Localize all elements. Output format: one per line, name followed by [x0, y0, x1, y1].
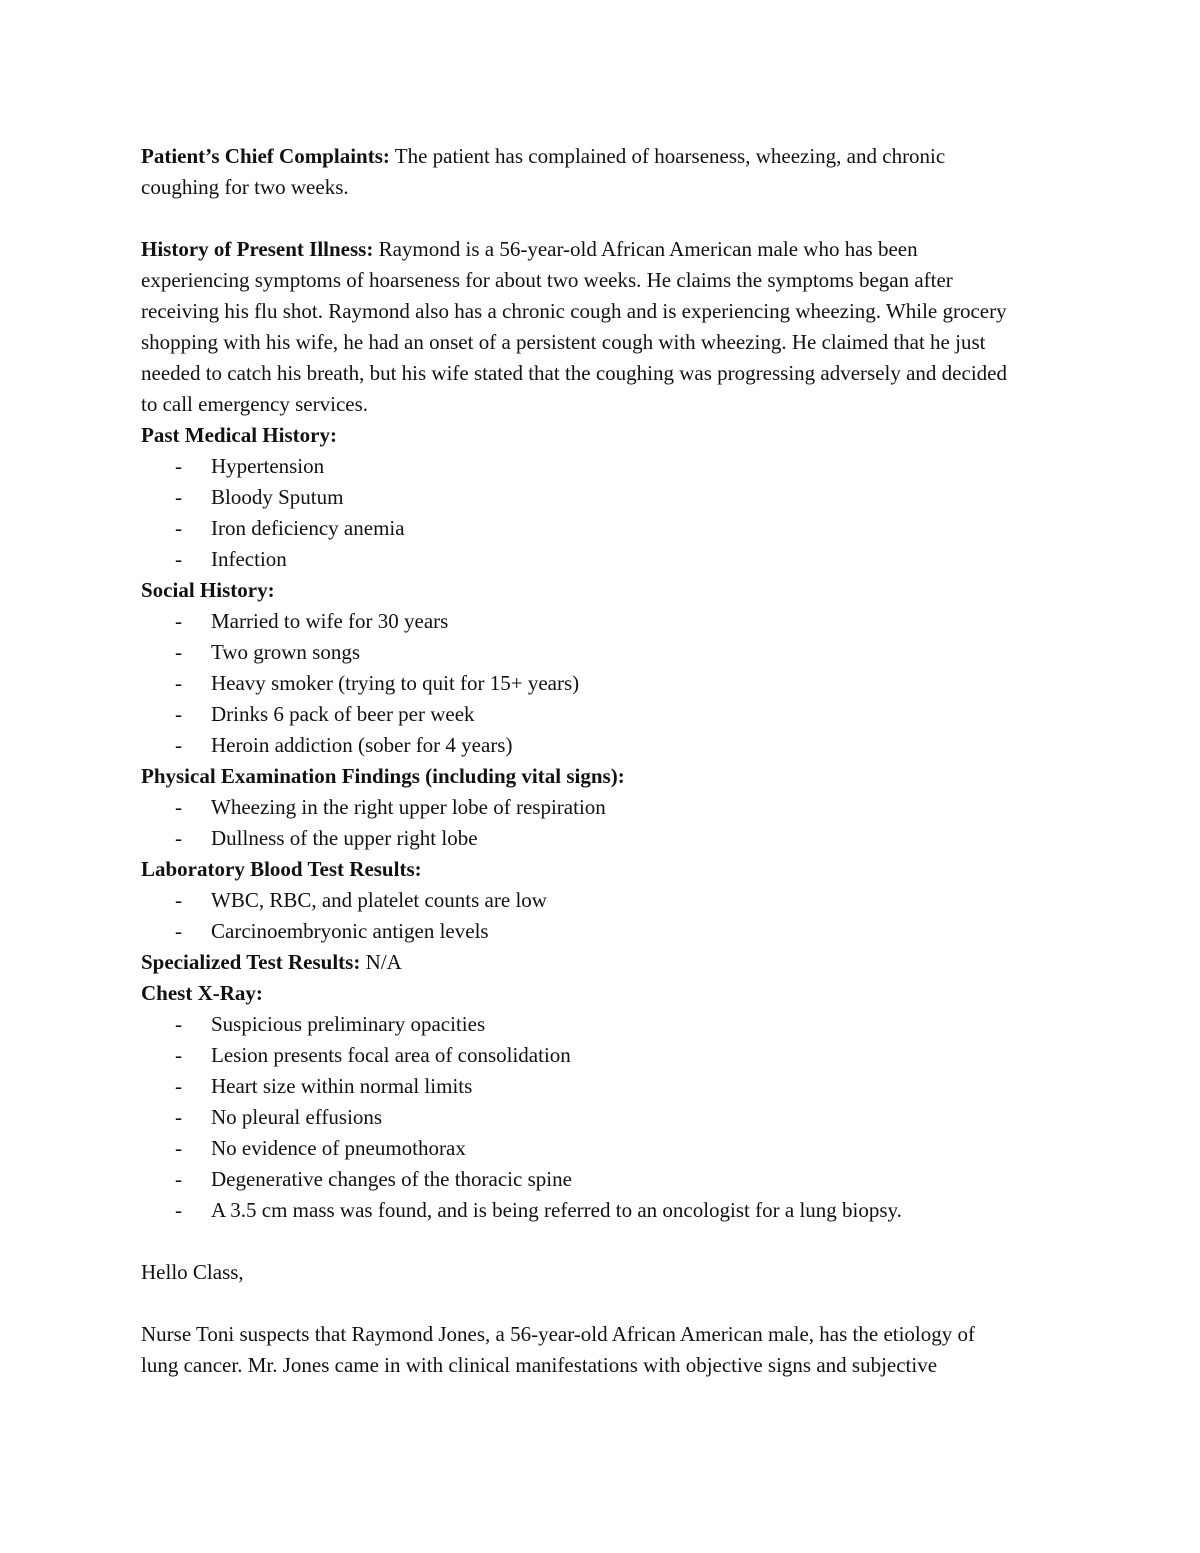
list-item-text: WBC, RBC, and platelet counts are low	[211, 888, 547, 912]
paragraph-gap	[141, 1226, 1121, 1257]
dash-bullet: -	[175, 671, 182, 695]
list-item-text: Dullness of the upper right lobe	[211, 826, 478, 850]
chief-complaints-line-1	[141, 141, 1121, 172]
list-item-text: Degenerative changes of the thoracic spine	[211, 1167, 572, 1191]
list-item	[141, 1009, 1121, 1040]
list-item	[141, 668, 1121, 699]
social-history-list	[141, 606, 1121, 761]
list-item	[141, 916, 1121, 947]
hpi-label: History of Present Illness:	[141, 237, 374, 261]
dash-bullet: -	[175, 640, 182, 664]
dash-bullet: -	[175, 702, 182, 726]
physical-exam-label: Physical Examination Findings (including vital signs):	[141, 764, 625, 788]
social-history-heading	[141, 575, 1121, 606]
dash-bullet: -	[175, 516, 182, 540]
dash-bullet: -	[175, 1043, 182, 1067]
dash-bullet: -	[175, 609, 182, 633]
chest-xray-heading	[141, 978, 1121, 1009]
chief-complaints-label: Patient’s Chief Complaints:	[141, 144, 390, 168]
list-item-text: Lesion presents focal area of consolidation	[211, 1043, 571, 1067]
list-item	[141, 1040, 1121, 1071]
chest-xray-label: Chest X-Ray:	[141, 981, 263, 1005]
dash-bullet: -	[175, 1167, 182, 1191]
dash-bullet: -	[175, 1136, 182, 1160]
dash-bullet: -	[175, 485, 182, 509]
dash-bullet: -	[175, 547, 182, 571]
list-item-text: A 3.5 cm mass was found, and is being referred to an oncologist for a lung biopsy.	[211, 1198, 902, 1222]
social-history-label: Social History:	[141, 578, 275, 602]
specialized-tests-label: Specialized Test Results:	[141, 950, 361, 974]
list-item	[141, 637, 1121, 668]
list-item-text: No evidence of pneumothorax	[211, 1136, 466, 1160]
dash-bullet: -	[175, 733, 182, 757]
list-item	[141, 482, 1121, 513]
list-item	[141, 730, 1121, 761]
list-item	[141, 1164, 1121, 1195]
list-item	[141, 699, 1121, 730]
past-medical-history-label: Past Medical History:	[141, 423, 337, 447]
dash-bullet: -	[175, 1198, 182, 1222]
hpi-line-5: needed to catch his breath, but his wife stated that the coughing was progressing adversely and decided	[141, 361, 1007, 385]
closing-paragraph-line-2: lung cancer. Mr. Jones came in with clinical manifestations with objective signs and subjective	[141, 1353, 938, 1377]
list-item	[141, 451, 1121, 482]
list-item	[141, 885, 1121, 916]
list-item-text: Two grown songs	[211, 640, 361, 664]
past-medical-history-heading	[141, 420, 1121, 451]
dash-bullet: -	[175, 454, 182, 478]
list-item-text: Drinks 6 pack of beer per week	[211, 702, 475, 726]
closing-paragraph-line-1: Nurse Toni suspects that Raymond Jones, a 56-year-old African American male, has the etiology of	[141, 1322, 976, 1346]
list-item-text: Suspicious preliminary opacities	[211, 1012, 486, 1036]
chief-complaints-line-2: coughing for two weeks.	[141, 175, 349, 199]
list-item	[141, 1102, 1121, 1133]
list-item	[141, 1133, 1121, 1164]
list-item-text: Heroin addiction (sober for 4 years)	[211, 733, 513, 757]
dash-bullet: -	[175, 1012, 182, 1036]
past-medical-history-list	[141, 451, 1121, 575]
hpi-line-3: receiving his flu shot. Raymond also has a chronic cough and is experiencing wheezing. While grocery	[141, 299, 1007, 323]
list-item	[141, 792, 1121, 823]
list-item	[141, 606, 1121, 637]
dash-bullet: -	[175, 888, 182, 912]
specialized-tests-value: N/A	[360, 950, 402, 974]
specialized-tests-line	[141, 947, 1121, 978]
greeting: Hello Class,	[141, 1260, 244, 1284]
hpi-line-6: to call emergency services.	[141, 392, 369, 416]
list-item-text: Wheezing in the right upper lobe of respiration	[211, 795, 606, 819]
list-item	[141, 544, 1121, 575]
list-item	[141, 823, 1121, 854]
hpi-text: Raymond is a 56-year-old African American male who has been	[373, 237, 918, 261]
dash-bullet: -	[175, 1074, 182, 1098]
lab-results-list	[141, 885, 1121, 947]
list-item	[141, 1071, 1121, 1102]
list-item-text: Heavy smoker (trying to quit for 15+ years)	[211, 671, 580, 695]
list-item	[141, 513, 1121, 544]
hpi-line-2: experiencing symptoms of hoarseness for about two weeks. He claims the symptoms began after	[141, 268, 953, 292]
dash-bullet: -	[175, 919, 182, 943]
hpi-line-4: shopping with his wife, he had an onset of a persistent cough with wheezing. He claimed that he just	[141, 330, 986, 354]
list-item	[141, 1195, 1121, 1226]
dash-bullet: -	[175, 795, 182, 819]
list-item-text: Iron deficiency anemia	[211, 516, 405, 540]
lab-results-heading	[141, 854, 1121, 885]
hpi-line-1	[141, 234, 1121, 265]
lab-results-label: Laboratory Blood Test Results:	[141, 857, 422, 881]
physical-exam-heading	[141, 761, 1121, 792]
list-item-text: No pleural effusions	[211, 1105, 383, 1129]
list-item-text: Married to wife for 30 years	[211, 609, 449, 633]
list-item-text: Carcinoembryonic antigen levels	[211, 919, 489, 943]
list-item-text: Bloody Sputum	[211, 485, 344, 509]
dash-bullet: -	[175, 1105, 182, 1129]
list-item-text: Hypertension	[211, 454, 325, 478]
chief-complaints-text: The patient has complained of hoarseness, wheezing, and chronic	[389, 144, 946, 168]
paragraph-gap	[141, 1288, 1121, 1319]
document-page	[141, 141, 1121, 1381]
chest-xray-list	[141, 1009, 1121, 1226]
dash-bullet: -	[175, 826, 182, 850]
physical-exam-list	[141, 792, 1121, 854]
list-item-text: Infection	[211, 547, 287, 571]
paragraph-gap	[141, 203, 1121, 234]
list-item-text: Heart size within normal limits	[211, 1074, 473, 1098]
